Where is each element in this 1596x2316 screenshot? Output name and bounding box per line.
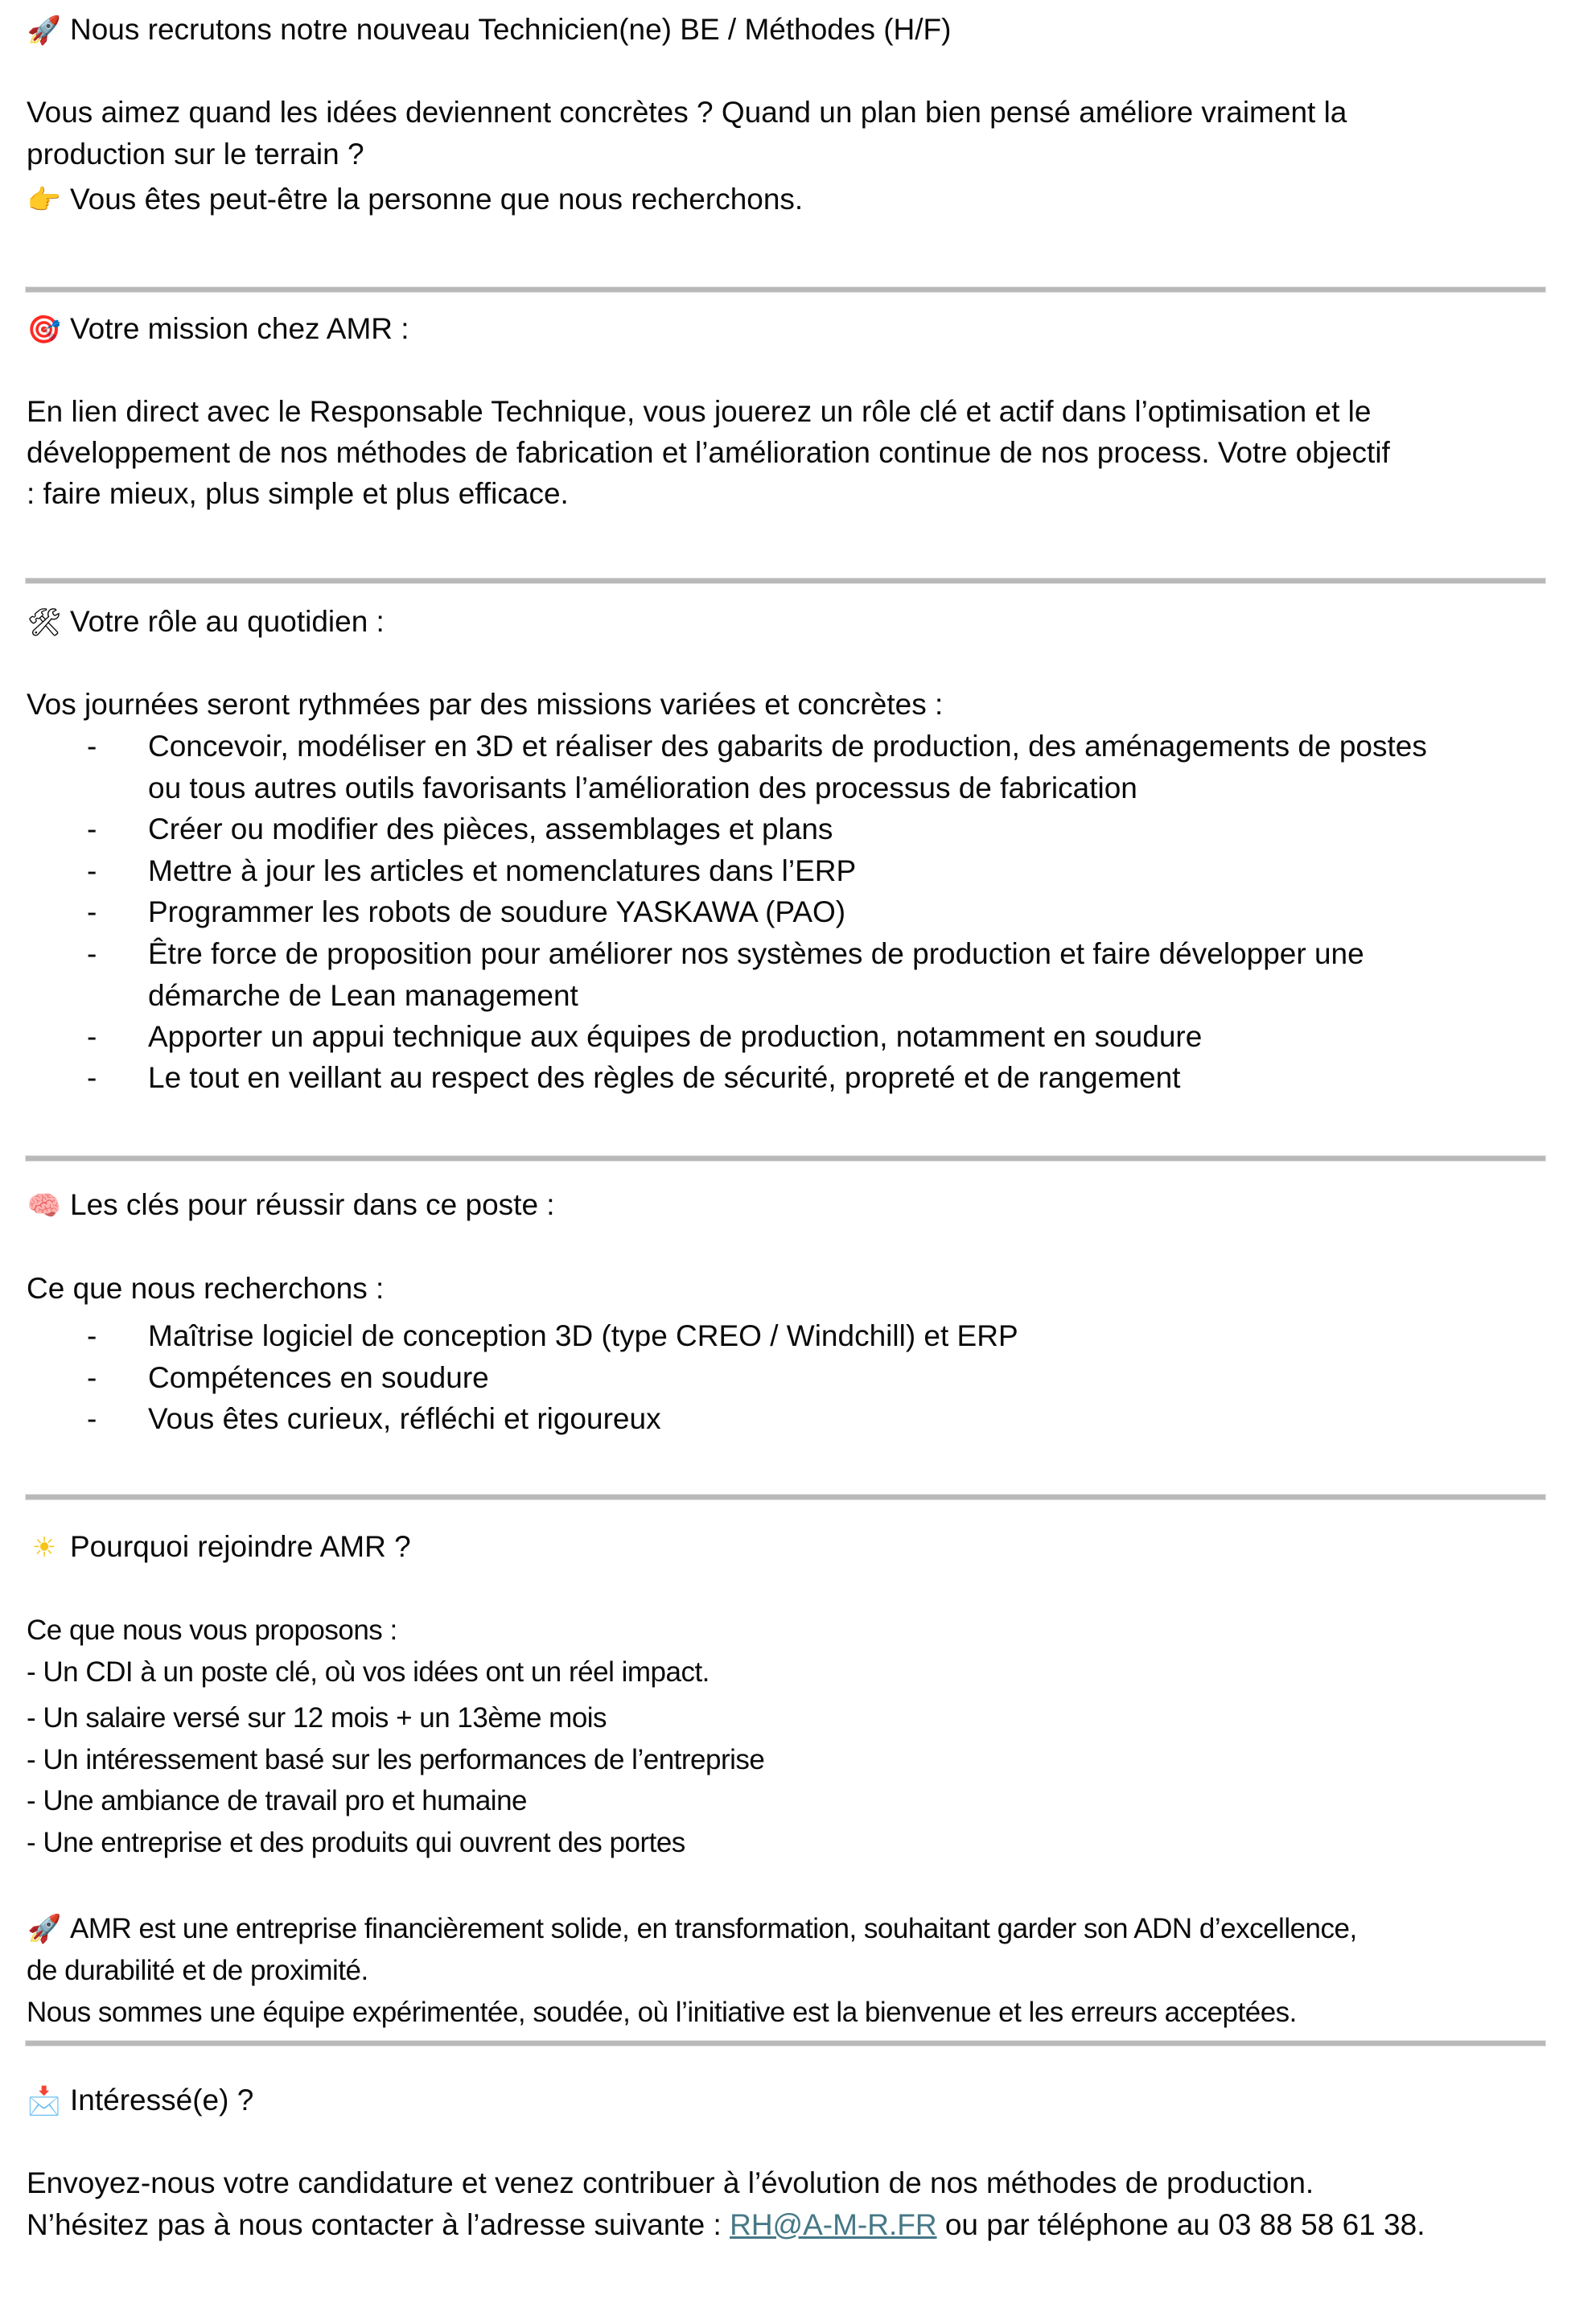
bullet-dash: - — [87, 812, 97, 845]
section-heading-mission — [27, 308, 409, 351]
bullet-dash: - — [87, 854, 97, 887]
list-item-text: Concevoir, modéliser en 3D et réaliser des gabarits de production, des aménagements de postes — [148, 730, 1427, 763]
brain-icon: 🧠 — [27, 1190, 62, 1222]
list-item-text: démarche de Lean management — [148, 979, 578, 1012]
company-line: Nous sommes une équipe expérimentée, soudée, où l’initiative est la bienvenue et les erreurs acceptées. — [27, 1997, 1297, 2028]
list-item-text: Créer ou modifier des pièces, assemblages et plans — [148, 812, 833, 845]
role-intro: Vos journées seront rythmées par des missions variées et concrètes : — [27, 688, 944, 721]
why-heading-text: Pourquoi rejoindre AMR ? — [70, 1530, 411, 1563]
rocket-icon: 🚀 — [27, 1913, 61, 1945]
list-item-text: ou tous autres outils favorisants l’amélioration des processus de fabrication — [148, 771, 1137, 804]
intro-line-2: production sur le terrain ? — [27, 138, 364, 171]
section-heading-keys — [27, 1184, 555, 1227]
offer-item: - Une entreprise et des produits qui ouvrent des portes — [27, 1827, 685, 1858]
bullet-dash: - — [87, 895, 97, 928]
bullet-dash: - — [87, 1061, 97, 1094]
offer-item: - Une ambiance de travail pro et humaine — [27, 1785, 528, 1816]
bullet-dash: - — [87, 1319, 97, 1352]
list-item-text: Compétences en soudure — [148, 1361, 489, 1394]
intro-line-3 — [27, 179, 803, 221]
intro-line-1: Vous aimez quand les idées deviennent concrètes ? Quand un plan bien pensé améliore vraiment la — [27, 96, 1347, 129]
offer-item: - Un intéressement basé sur les performances de l’entreprise — [27, 1744, 765, 1775]
title-text: Nous recrutons notre nouveau Technicien(ne) BE / Méthodes (H/F) — [70, 13, 952, 46]
section-heading-contact — [27, 2079, 253, 2122]
mission-line: développement de nos méthodes de fabrication et l’amélioration continue de nos process. Votre objectif — [27, 436, 1390, 469]
bullet-dash: - — [87, 1020, 97, 1053]
divider — [26, 1495, 1545, 1499]
hammer-wrench-icon: 🛠 — [27, 607, 62, 639]
envelope-arrow-icon: 📩 — [27, 2085, 62, 2117]
contact-suffix: ou par téléphone au 03 88 58 61 38. — [936, 2208, 1425, 2241]
contact-heading-text: Intéressé(e) ? — [70, 2084, 254, 2116]
keys-intro: Ce que nous recherchons : — [27, 1272, 385, 1305]
divider — [26, 1156, 1545, 1161]
section-heading-role — [27, 601, 385, 644]
offer-item: - Un CDI à un poste clé, où vos idées ont un réel impact. — [27, 1656, 710, 1688]
target-icon: 🎯 — [27, 314, 62, 346]
list-item-text: Mettre à jour les articles et nomenclatures dans l’ERP — [148, 854, 857, 887]
pointing-right-icon: 👉 — [27, 184, 62, 216]
list-item-text: Le tout en veillant au respect des règles de sécurité, propreté et de rangement — [148, 1061, 1181, 1094]
contact-prefix: N’hésitez pas à nous contacter à l’adresse suivante : — [27, 2208, 730, 2241]
list-item-text: Apporter un appui technique aux équipes de production, notamment en soudure — [148, 1020, 1203, 1053]
list-item-text: Vous êtes curieux, réfléchi et rigoureux — [148, 1402, 661, 1435]
divider — [26, 578, 1545, 583]
divider — [26, 287, 1545, 292]
bullet-dash: - — [87, 1402, 97, 1435]
intro-line-3-text: Vous êtes peut-être la personne que nous recherchons. — [70, 183, 804, 216]
list-item-text: Être force de proposition pour améliorer nos systèmes de production et faire développer une — [148, 937, 1364, 970]
company-line-text: AMR est une entreprise financièrement solide, en transformation, souhaitant garder son ADN d’excellence, — [70, 1913, 1357, 1944]
page-title — [27, 9, 951, 51]
contact-line-1: Envoyez-nous votre candidature et venez contribuer à l’évolution de nos méthodes de production. — [27, 2166, 1314, 2199]
why-intro: Ce que nous vous proposons : — [27, 1615, 397, 1646]
mission-line: : faire mieux, plus simple et plus efficace. — [27, 477, 569, 510]
list-item-text: Maîtrise logiciel de conception 3D (type CREO / Windchill) et ERP — [148, 1319, 1018, 1352]
divider — [26, 2041, 1545, 2046]
bullet-dash: - — [87, 730, 97, 763]
rocket-icon: 🚀 — [27, 14, 62, 47]
sun-icon: ☀ — [31, 1532, 57, 1564]
section-heading-why — [27, 1526, 411, 1569]
keys-heading-text: Les clés pour réussir dans ce poste : — [70, 1188, 555, 1221]
bullet-dash: - — [87, 937, 97, 970]
company-line — [27, 1908, 1357, 1950]
contact-line-2 — [27, 2204, 1425, 2246]
mission-heading-text: Votre mission chez AMR : — [70, 312, 409, 345]
email-link[interactable]: RH@A-M-R.FR — [730, 2208, 937, 2241]
mission-line: En lien direct avec le Responsable Technique, vous jouerez un rôle clé et actif dans l’optimisation et le — [27, 395, 1372, 428]
offer-item: - Un salaire versé sur 12 mois + un 13ème mois — [27, 1702, 607, 1734]
bullet-dash: - — [87, 1361, 97, 1394]
company-line: de durabilité et de proximité. — [27, 1955, 368, 1986]
role-heading-text: Votre rôle au quotidien : — [70, 605, 385, 638]
list-item-text: Programmer les robots de soudure YASKAWA (PAO) — [148, 895, 846, 928]
